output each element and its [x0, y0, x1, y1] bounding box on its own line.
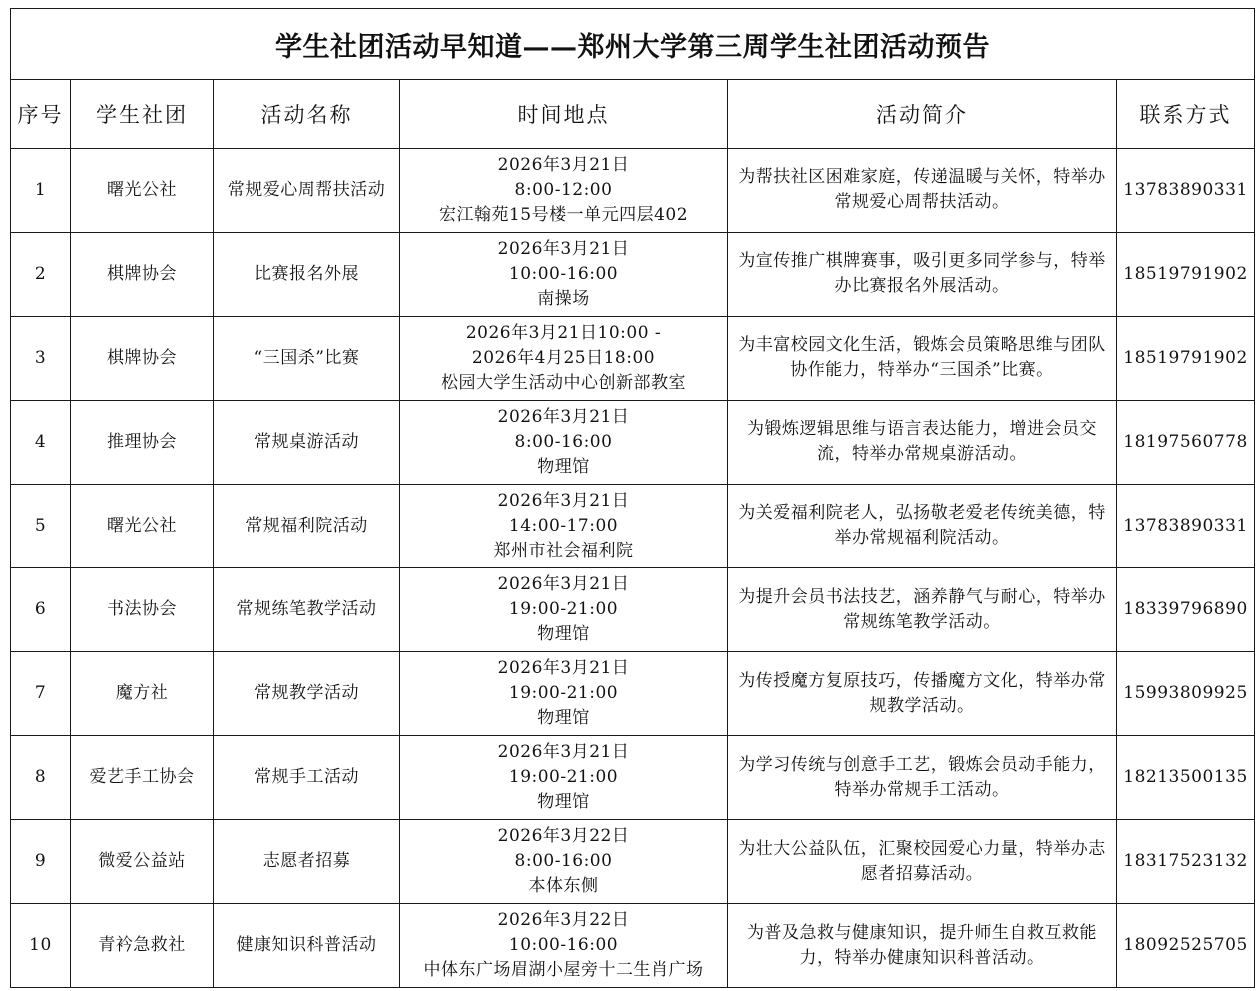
place-line: 物理馆	[537, 624, 590, 645]
time-place	[400, 904, 728, 988]
activity-name: “三国杀”比赛	[214, 316, 400, 400]
club-name: 书法协会	[71, 568, 214, 652]
club-name: 微爱公益站	[71, 820, 214, 904]
activity-intro: 为锻炼逻辑思维与语言表达能力，增进会员交流，特举办常规桌游活动。	[728, 400, 1117, 484]
place-line: 郑州市社会福利院	[493, 540, 634, 561]
row-number: 6	[11, 568, 71, 652]
contact-phone: 13783890331	[1117, 484, 1255, 568]
activity-schedule-table	[10, 8, 1255, 988]
place-line: 物理馆	[537, 792, 590, 813]
row-number: 8	[11, 736, 71, 820]
place-line: 宏江翰苑15号楼一单元四层402	[438, 204, 689, 225]
time-place	[400, 736, 728, 820]
activity-name: 常规桌游活动	[214, 400, 400, 484]
club-name: 魔方社	[71, 652, 214, 736]
time-line: 19:00-21:00	[508, 599, 619, 620]
activity-intro: 为帮扶社区困难家庭，传递温暖与关怀，特举办常规爱心周帮扶活动。	[728, 149, 1117, 233]
contact-phone: 13783890331	[1117, 149, 1255, 233]
time-line: 19:00-21:00	[508, 767, 619, 788]
place-line: 本体东侧	[528, 876, 599, 897]
contact-phone: 18092525705	[1117, 904, 1255, 988]
table-row	[11, 400, 1255, 484]
contact-phone: 18339796890	[1117, 568, 1255, 652]
place-line: 中体东广场眉湖小屋旁十二生肖广场	[423, 960, 704, 980]
time-place	[400, 232, 728, 316]
date-line: 2026年3月22日	[497, 826, 630, 847]
row-number: 3	[11, 316, 71, 400]
club-name: 曙光公社	[71, 149, 214, 233]
row-number: 7	[11, 652, 71, 736]
club-name: 推理协会	[71, 400, 214, 484]
row-number: 5	[11, 484, 71, 568]
time-place	[400, 820, 728, 904]
time-place	[400, 149, 728, 233]
activity-name: 比赛报名外展	[214, 232, 400, 316]
date-line: 2026年3月21日	[497, 574, 630, 595]
table-row	[11, 484, 1255, 568]
row-number: 1	[11, 149, 71, 233]
club-name: 棋牌协会	[71, 232, 214, 316]
table-row	[11, 904, 1255, 988]
activity-name: 常规练笔教学活动	[214, 568, 400, 652]
club-name: 曙光公社	[71, 484, 214, 568]
table-row	[11, 820, 1255, 904]
contact-phone: 18197560778	[1117, 400, 1255, 484]
club-name: 棋牌协会	[71, 316, 214, 400]
time-line: 8:00-16:00	[514, 431, 613, 452]
date-line: 2026年3月21日	[497, 490, 630, 511]
time-place	[400, 568, 728, 652]
date-line: 2026年3月21日	[497, 742, 630, 763]
header-time-place: 时间地点	[400, 80, 728, 149]
time-place	[400, 316, 728, 400]
club-name: 爱艺手工协会	[71, 736, 214, 820]
contact-phone: 18317523132	[1117, 820, 1255, 904]
time-line: 10:00-16:00	[508, 935, 619, 955]
time-line: 10:00-16:00	[508, 263, 619, 284]
table-row	[11, 652, 1255, 736]
table-row	[11, 568, 1255, 652]
date-line: 2026年3月21日10:00 -	[465, 322, 662, 343]
header-intro: 活动简介	[728, 80, 1117, 149]
header-row	[11, 80, 1255, 149]
page-title: 学生社团活动早知道——郑州大学第三周学生社团活动预告	[11, 9, 1255, 80]
date-line: 2026年3月21日	[497, 154, 630, 175]
place-line: 松园大学生活动中心创新部教室	[441, 372, 686, 393]
activity-name: 常规福利院活动	[214, 484, 400, 568]
activity-intro: 为丰富校园文化生活，锻炼会员策略思维与团队协作能力，特举办“三国杀”比赛。	[728, 316, 1117, 400]
activity-intro: 为提升会员书法技艺，涵养静气与耐心，特举办常规练笔教学活动。	[728, 568, 1117, 652]
table-row	[11, 736, 1255, 820]
date-line: 2026年3月21日	[497, 238, 630, 259]
place-line: 物理馆	[537, 708, 590, 729]
activity-name: 常规手工活动	[214, 736, 400, 820]
row-number: 10	[11, 904, 71, 988]
time-place	[400, 652, 728, 736]
activity-name: 健康知识科普活动	[214, 904, 400, 988]
date-line: 2026年3月22日	[497, 910, 630, 930]
activity-intro: 为学习传统与创意手工艺，锻炼会员动手能力，特举办常规手工活动。	[728, 736, 1117, 820]
activity-intro: 为传授魔方复原技巧，传播魔方文化，特举办常规教学活动。	[728, 652, 1117, 736]
header-no: 序号	[11, 80, 71, 149]
time-line: 8:00-12:00	[514, 179, 613, 200]
activity-name: 志愿者招募	[214, 820, 400, 904]
time-line: 2026年4月25日18:00	[471, 347, 656, 368]
activity-name: 常规爱心周帮扶活动	[214, 149, 400, 233]
table-row	[11, 149, 1255, 233]
contact-phone: 18519791902	[1117, 232, 1255, 316]
date-line: 2026年3月21日	[497, 406, 630, 427]
activity-intro: 为关爱福利院老人，弘扬敬老爱老传统美德，特举办常规福利院活动。	[728, 484, 1117, 568]
time-line: 8:00-16:00	[514, 851, 613, 872]
place-line: 南操场	[537, 288, 590, 309]
time-place	[400, 484, 728, 568]
table-row	[11, 316, 1255, 400]
title-row	[11, 9, 1255, 80]
time-place	[400, 400, 728, 484]
activity-name: 常规教学活动	[214, 652, 400, 736]
table-body	[11, 149, 1255, 988]
activity-intro: 为普及急救与健康知识，提升师生自救互救能力，特举办健康知识科普活动。	[728, 904, 1117, 988]
contact-phone: 18519791902	[1117, 316, 1255, 400]
place-line: 物理馆	[537, 456, 590, 477]
table-row	[11, 232, 1255, 316]
row-number: 2	[11, 232, 71, 316]
activity-intro: 为宣传推广棋牌赛事，吸引更多同学参与，特举办比赛报名外展活动。	[728, 232, 1117, 316]
row-number: 4	[11, 400, 71, 484]
time-line: 14:00-17:00	[508, 515, 619, 536]
header-club: 学生社团	[71, 80, 214, 149]
date-line: 2026年3月21日	[497, 658, 630, 679]
header-contact: 联系方式	[1117, 80, 1255, 149]
contact-phone: 15993809925	[1117, 652, 1255, 736]
row-number: 9	[11, 820, 71, 904]
time-line: 19:00-21:00	[508, 683, 619, 704]
header-activity-name: 活动名称	[214, 80, 400, 149]
contact-phone: 18213500135	[1117, 736, 1255, 820]
club-name: 青衿急救社	[71, 904, 214, 988]
activity-intro: 为壮大公益队伍，汇聚校园爱心力量，特举办志愿者招募活动。	[728, 820, 1117, 904]
